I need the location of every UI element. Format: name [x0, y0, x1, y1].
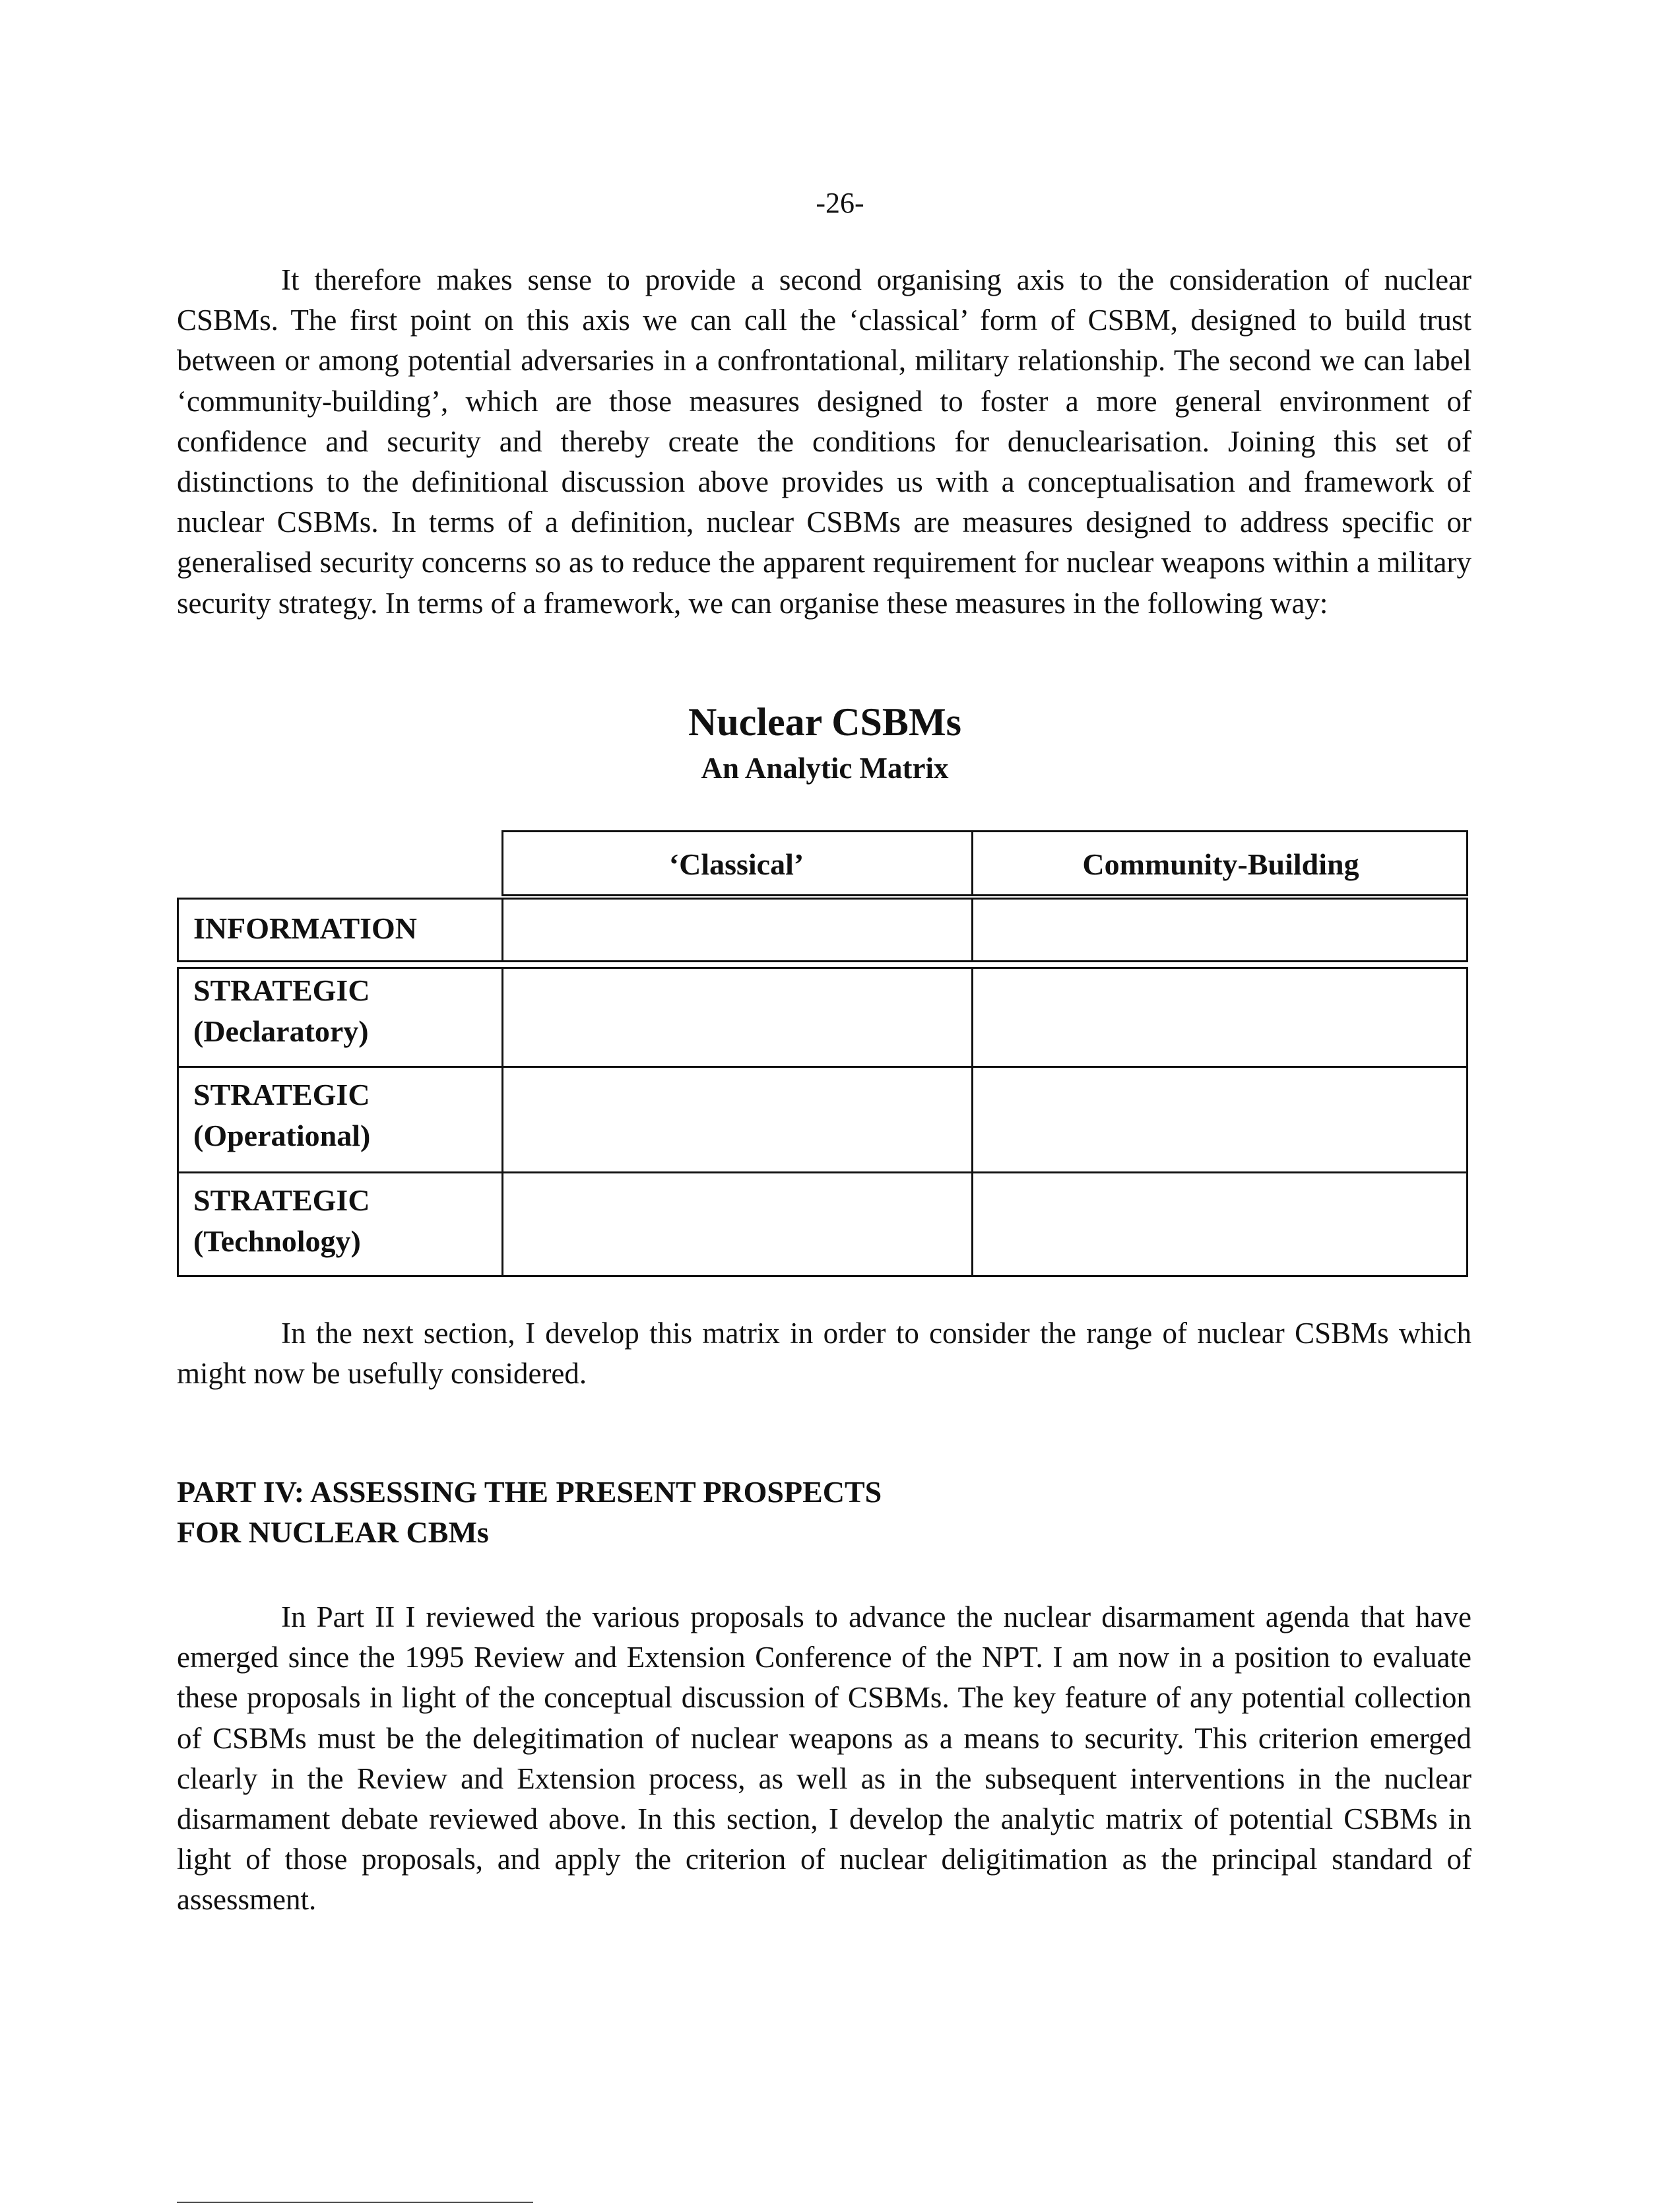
page-number: -26-	[816, 187, 864, 219]
row-label-strategic-technology: STRATEGIC (Technology)	[193, 1183, 370, 1258]
matrix-cell-divider	[501, 898, 503, 962]
matrix-strategic-block	[177, 967, 1468, 1277]
body-paragraph: It therefore makes sense to provide a second organising axis to the consideration of nuclear CSBMs. The first point on this axis we can call the ‘classical’ form of CSBM, designed to build trust between or among potential adversaries in a confrontational, military relationship. The second we can label ‘community-building’, which are those measures designed to foster a more general environment of confidence and security and thereby create the conditions for denuclearisation. Joining this set of distinctions to the definitional discussion above provides us with a conceptualisation and framework of nuclear CSBMs. In terms of a definition, nuclear CSBMs are measures designed to address specific or generalised security concerns so as to reduce the apparent requirement for nuclear weapons within a military security strategy. In terms of a framework, we can organise these measures in the following way:	[177, 263, 1471, 620]
body-paragraph: In the next section, I develop this matrix in order to consider the range of nuclear CSBMs which might now be usefully considered.	[177, 1317, 1471, 1391]
column-header-classical: ‘Classical’	[668, 847, 804, 881]
row-label-strategic-declaratory: STRATEGIC (Declaratory)	[193, 973, 370, 1048]
column-header-community-building: Community-Building	[1082, 847, 1359, 881]
matrix-subtitle: An Analytic Matrix	[701, 752, 949, 785]
matrix-row-divider	[177, 1066, 1468, 1068]
section-heading: PART IV: ASSESSING THE PRESENT PROSPECTS FOR NUCLEAR CBMs	[177, 1475, 882, 1549]
body-paragraph: In Part II I reviewed the various proposals to advance the nuclear disarmament agenda that have emerged since the 1995 Review and Extension Conference of the NPT. I am now in a position to evaluate these proposals in light of the conceptual discussion of CSBMs. The key feature of any potential collection of CSBMs must be the delegitimation of nuclear weapons as a means to security. This criterion emerged clearly in the Review and Extension process, as well as in the subsequent interventions in the nuclear disarmament debate reviewed above. In this section, I develop the analytic matrix of potential CSBMs in light of those proposals, and apply the criterion of nuclear deligitimation as the principal standard of assessment.	[177, 1600, 1471, 1917]
matrix-cell-divider	[971, 898, 973, 962]
row-label-strategic-operational: STRATEGIC (Operational)	[193, 1078, 371, 1152]
matrix-cell-divider	[501, 967, 503, 1277]
row-label-information: INFORMATION	[193, 911, 418, 945]
matrix-title: Nuclear CSBMs	[688, 700, 961, 744]
matrix-row-divider	[177, 1171, 1468, 1173]
matrix-cell-divider	[971, 967, 973, 1277]
